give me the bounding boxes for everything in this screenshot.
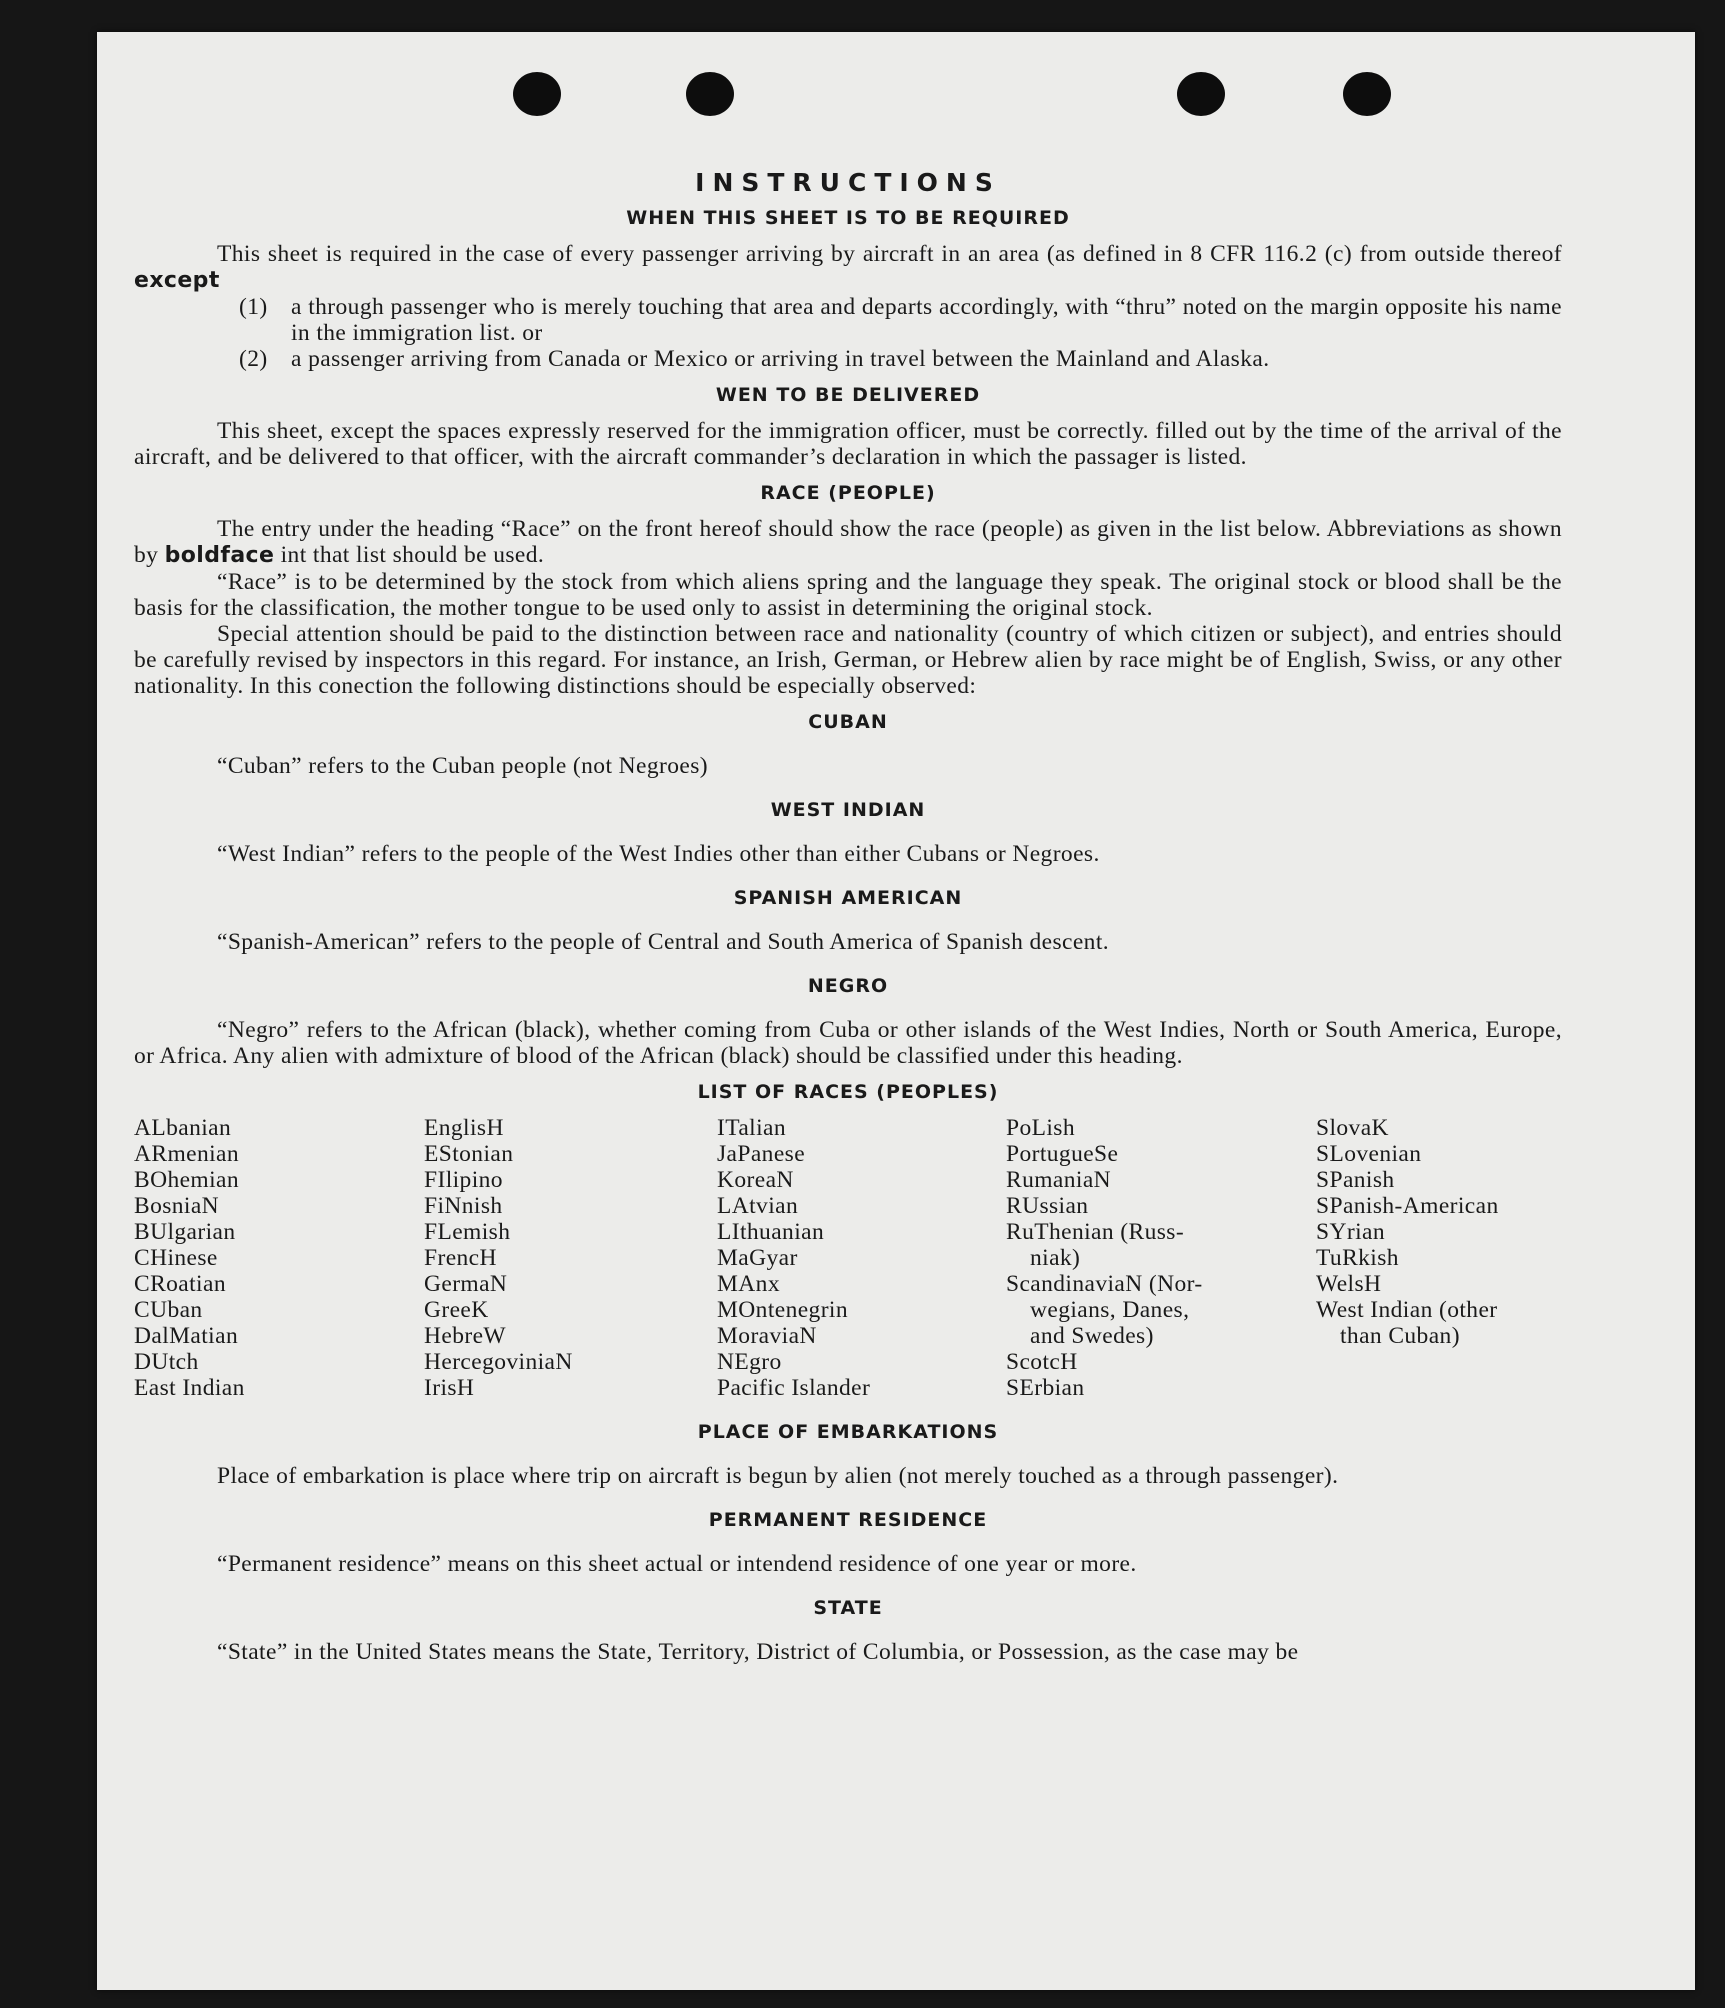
race-entry: IrisH bbox=[424, 1375, 475, 1401]
punch-hole bbox=[513, 72, 561, 116]
race-entry: BUlgarian bbox=[134, 1219, 236, 1245]
race-entry: wegians, Danes, bbox=[1030, 1297, 1190, 1323]
section-heading-state: STATE bbox=[813, 1597, 883, 1619]
race-entry: LIthuanian bbox=[717, 1219, 825, 1245]
race-entry: MaGyar bbox=[717, 1245, 798, 1271]
section-heading-residence: PERMANENT RESIDENCE bbox=[708, 1509, 988, 1531]
race-entry: MOntenegrin bbox=[717, 1297, 849, 1323]
document-title: INSTRUCTIONS bbox=[695, 168, 1001, 197]
section-heading-race: RACE (PEOPLE) bbox=[760, 482, 936, 504]
race-entry: Pacific Islander bbox=[717, 1375, 871, 1401]
embarkation-text: Place of embarkation is place where trip on aircraft is begun by alien (not merely touched as a through passenger). bbox=[217, 1463, 1339, 1489]
punch-hole bbox=[1177, 72, 1225, 116]
race-entry: niak) bbox=[1030, 1245, 1081, 1271]
race-paragraph-2: “Race” is to be determined by the stock from which aliens spring and the language they speak. The original stock or blood shall be the basis for the classification, the mother tongue to be used only to assist in determining the original stock. bbox=[134, 569, 1562, 621]
residence-text: “Permanent residence” means on this sheet actual or intendend residence of one year or more. bbox=[217, 1551, 1137, 1577]
state-text: “State” in the United States means the State, Territory, District of Columbia, or Possession, as the case may be bbox=[217, 1639, 1299, 1665]
section-heading-embarkation: PLACE OF EMBARKATIONS bbox=[697, 1421, 999, 1443]
race-entry: MAnx bbox=[717, 1271, 780, 1297]
race-entry: FIlipino bbox=[424, 1167, 503, 1193]
race-entry: LAtvian bbox=[717, 1193, 799, 1219]
race-entry: RUssian bbox=[1006, 1193, 1089, 1219]
race-entry: GermaN bbox=[424, 1271, 508, 1297]
race-column bbox=[1006, 1115, 1316, 1401]
section-heading-delivered: WEN TO BE DELIVERED bbox=[715, 384, 981, 406]
race-entry: FLemish bbox=[424, 1219, 511, 1245]
race-entry: SPanish-American bbox=[1316, 1193, 1499, 1219]
race-entry: JaPanese bbox=[717, 1141, 806, 1167]
section-heading-negro: NEGRO bbox=[807, 975, 889, 997]
race-entry: PortugueSe bbox=[1006, 1141, 1119, 1167]
race-entry: KoreaN bbox=[717, 1167, 794, 1193]
race-entry: PoLish bbox=[1006, 1115, 1075, 1141]
race-entry: ITalian bbox=[717, 1115, 787, 1141]
race-entry: DUtch bbox=[134, 1349, 199, 1375]
race-column bbox=[424, 1115, 717, 1401]
race-entry: ScotcH bbox=[1006, 1349, 1078, 1375]
cuban-text: “Cuban” refers to the Cuban people (not Negroes) bbox=[217, 753, 708, 779]
spanish-american-text: “Spanish-American” refers to the people of Central and South America of Spanish descent. bbox=[217, 929, 1110, 955]
race-entry: RumaniaN bbox=[1006, 1167, 1112, 1193]
list-item: (2) a passenger arriving from Canada or Mexico or arriving in travel between the Mainland and Alaska. bbox=[239, 346, 1270, 372]
race-entry: ARmenian bbox=[134, 1141, 240, 1167]
race-entry: FiNnish bbox=[424, 1193, 503, 1219]
race-entry: SPanish bbox=[1316, 1167, 1395, 1193]
section-heading-west-indian: WEST INDIAN bbox=[770, 799, 926, 821]
delivered-text: This sheet, except the spaces expressly reserved for the immigration officer, must be correctly. filled out by the time of the arrival of the aircraft, and be delivered to that officer, with the aircraft commander’s declaration in which the passager is listed. bbox=[134, 418, 1562, 470]
race-entry: TuRkish bbox=[1316, 1245, 1399, 1271]
race-entry: NEgro bbox=[717, 1349, 782, 1375]
keyword-boldface: boldface bbox=[164, 543, 275, 568]
race-entry: HebreW bbox=[424, 1323, 506, 1349]
race-column bbox=[134, 1115, 424, 1401]
document-sheet bbox=[97, 32, 1695, 1990]
race-entry: ALbanian bbox=[134, 1115, 232, 1141]
race-entry: RuThenian (Russ- bbox=[1006, 1219, 1185, 1245]
required-intro: This sheet is required in the case of every passenger arriving by aircraft in an area (as defined in 8 CFR 116.2 (c) from outside thereof except bbox=[134, 241, 1562, 293]
race-entry: BosniaN bbox=[134, 1193, 220, 1219]
punch-hole bbox=[686, 72, 734, 116]
race-column bbox=[1316, 1115, 1562, 1401]
race-list bbox=[134, 1115, 1562, 1401]
race-entry: CRoatian bbox=[134, 1271, 226, 1297]
section-heading-required: WHEN THIS SHEET IS TO BE REQUIRED bbox=[626, 207, 1070, 229]
race-entry: CHinese bbox=[134, 1245, 218, 1271]
keyword-except: except bbox=[134, 268, 220, 293]
document-body bbox=[134, 168, 1562, 1665]
negro-text: “Negro” refers to the African (black), whether coming from Cuba or other islands of the West Indies, North or South America, Europe, or Africa. Any alien with admixture of blood of the African (black) should be classified under this heading. bbox=[134, 1017, 1562, 1069]
race-entry: than Cuban) bbox=[1340, 1323, 1460, 1349]
list-item: (1) a through passenger who is merely touching that area and departs accordingly, with “thru” noted on the margin opposite his name in the immigration list. or bbox=[239, 294, 1562, 346]
race-entry: DalMatian bbox=[134, 1323, 239, 1349]
race-paragraph-1: The entry under the heading “Race” on the front hereof should show the race (people) as given in the list below. Abbreviations as shown by boldface int that list should be used. bbox=[134, 516, 1562, 568]
race-entry: SlovaK bbox=[1316, 1115, 1389, 1141]
section-heading-spanish-american: SPANISH AMERICAN bbox=[733, 887, 963, 909]
race-entry: HercegoviniaN bbox=[424, 1349, 573, 1375]
race-entry: ScandinaviaN (Nor- bbox=[1006, 1271, 1203, 1297]
section-heading-cuban: CUBAN bbox=[808, 711, 888, 733]
west-indian-text: “West Indian” refers to the people of the West Indies other than either Cubans or Negroes. bbox=[217, 841, 1100, 867]
race-entry: SYrian bbox=[1316, 1219, 1385, 1245]
race-entry: EStonian bbox=[424, 1141, 514, 1167]
race-entry: BOhemian bbox=[134, 1167, 240, 1193]
race-entry: SErbian bbox=[1006, 1375, 1085, 1401]
race-column bbox=[717, 1115, 1006, 1401]
race-entry: East Indian bbox=[134, 1375, 245, 1401]
race-entry: GreeK bbox=[424, 1297, 489, 1323]
race-entry: EnglisH bbox=[424, 1115, 504, 1141]
section-heading-list-of-races: LIST OF RACES (PEOPLES) bbox=[697, 1081, 999, 1103]
race-entry: West Indian (other bbox=[1316, 1297, 1498, 1323]
race-paragraph-3: Special attention should be paid to the distinction between race and nationality (country of which citizen or subject), and entries should be carefully revised by inspectors in this regard. For instance, an Irish, German, or Hebrew alien by race might be of English, Swiss, or any other nationality. In this conection the following distinctions should be especially observed: bbox=[134, 621, 1562, 699]
race-entry: MoraviaN bbox=[717, 1323, 817, 1349]
race-entry: FrencH bbox=[424, 1245, 497, 1271]
race-entry: and Swedes) bbox=[1030, 1323, 1154, 1349]
race-entry: WelsH bbox=[1316, 1271, 1382, 1297]
punch-hole bbox=[1343, 72, 1391, 116]
race-entry: CUban bbox=[134, 1297, 203, 1323]
race-entry: SLovenian bbox=[1316, 1141, 1422, 1167]
